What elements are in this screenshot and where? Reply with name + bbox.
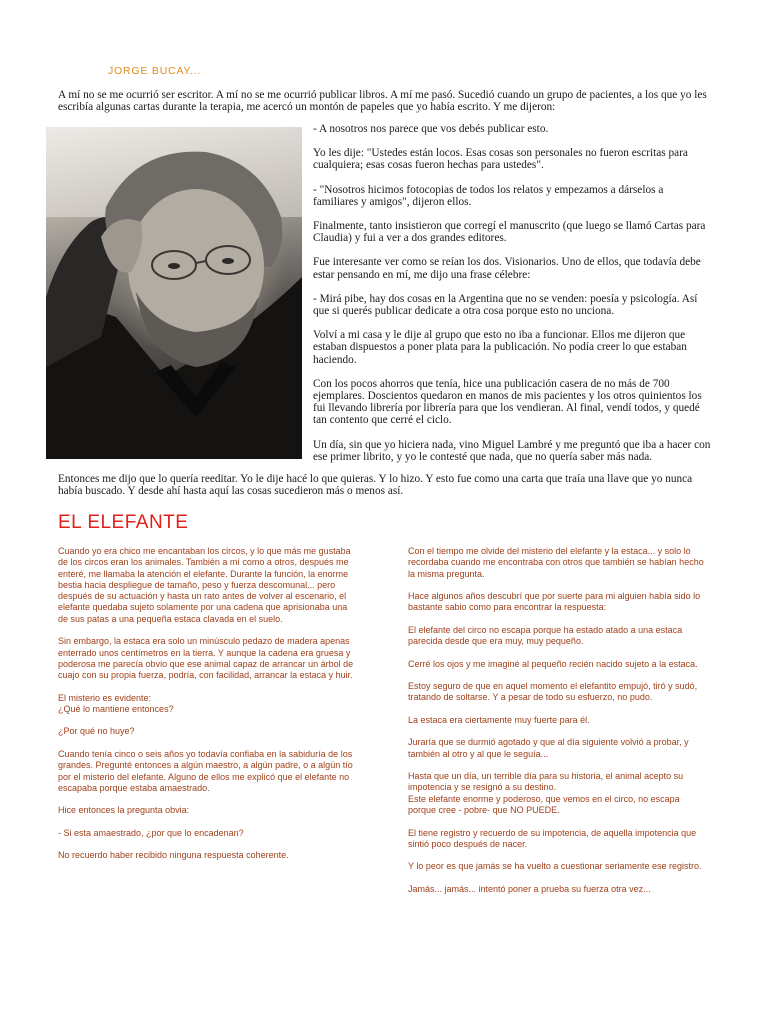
story-paragraph: ¿Por qué no huye? <box>58 726 135 737</box>
intro-story-paragraph: Finalmente, tanto insistieron que corregí el manuscrito (que luego se llamó Cartas para Claudia) y fui a ver a dos grandes editores. <box>313 220 706 245</box>
intro-story-paragraph: Un día, sin que yo hiciera nada, vino Miguel Lambré y me preguntó que iba a hacer con ese primer librito, y yo le contesté que nada, que no quería saber más nada. <box>313 438 711 463</box>
story-paragraph: No recuerdo haber recibido ninguna respuesta coherente. <box>58 850 289 861</box>
story-paragraph: El elefante del circo no escapa porque ha estado atado a una estaca parecida desde que era muy, muy pequeño. <box>408 624 683 647</box>
story-title: EL ELEFANTE <box>58 512 189 533</box>
story-paragraph: Jamás... jamás... intentó poner a prueba su fuerza otra vez... <box>408 883 651 894</box>
story-paragraph: Estoy seguro de que en aquel momento el elefantito empujó, tiró y sudó, tratando de soltarse. Y a pesar de todo su esfuerzo, no pudo. <box>408 681 698 703</box>
intro-story-paragraph: - A nosotros nos parece que vos debés publicar esto. <box>313 123 549 135</box>
intro-story-paragraph: - "Nosotros hicimos fotocopias de todos los relatos y empezamos a dárselos a familiares y amigos", dijeron ellos. <box>313 183 664 208</box>
story-column-left <box>58 546 358 873</box>
story-paragraph: Juraría que se durmió agotado y que al día siguiente volvió a probar, y también al otro y al que le seguía... <box>408 737 689 759</box>
story-paragraph: Hace algunos años descubrí que por suerte para mi alguien había sido lo bastante sabio como para encontrar la respuesta: <box>408 591 701 613</box>
story-paragraph: Cuando tenía cinco o seis años yo todavía confiaba en la sabiduría de los grandes. Pregunté entonces a algún maestro, a algún padre, o a algún tío por el misterio del elefante. Alguno de ellos me explicó que el elefante no escapaba porque estaba amaestrado. <box>58 748 353 793</box>
intro-story-paragraph: Fue interesante ver como se reían los dos. Visionarios. Uno de ellos, que todavía debe estar pensando en mí, me dijo una frase célebre: <box>313 256 701 281</box>
author-name: JORGE BUCAY... <box>108 65 202 77</box>
story-paragraph: Con el tiempo me olvide del misterio del elefante y la estaca... y solo lo recordaba cuando me encontraba con otros que también se habían hecho la misma pregunta. <box>408 546 704 579</box>
story-paragraph: Hice entonces la pregunta obvia: <box>58 805 190 816</box>
story-paragraph: El tiene registro y recuerdo de su impotencia, de aquella impotencia que sintió poco después de nacer. <box>408 827 697 849</box>
portrait-illustration <box>46 127 302 459</box>
story-paragraph: Sin embargo, la estaca era solo un minúsculo pedazo de madera apenas enterrado unos centímetros en la tierra. Y aunque la cadena era gruesa y poderosa me parecía obvio que ese animal capaz de arrancar un árbol de cuajo con su propia fuerza, podría, con facilidad, arrancar la estaca y huir. <box>58 636 354 681</box>
intro-story-column <box>313 123 711 475</box>
intro-paragraph: A mí no se me ocurrió ser escritor. A mí no se me ocurrió publicar libros. A mí me pasó. Sucedió cuando un grupo de pacientes, a los que yo les escribía algunas cartas durante la terapia, me acercó un montón de papeles que yo había escrito. Y me dijeron: <box>58 89 707 114</box>
intro-story-paragraph: Yo les dije: "Ustedes están locos. Esas cosas son personales no fueron escritas para cualquiera; esas cosas fueron hechas para ustedes". <box>313 147 688 172</box>
story-paragraph: Y lo peor es que jamás se ha vuelto a cuestionar seriamente ese registro. <box>408 861 702 872</box>
intro-story-paragraph: - Mirá pibe, hay dos cosas en la Argentina que no se venden: poesía y psicología. Así que si querés publicar dedicate a otra cosa porque esto no unciona. <box>313 292 698 318</box>
intro-story-paragraph: Con los pocos ahorros que tenía, hice una publicación casera de no más de 700 ejemplares. Doscientos quedaron en manos de mis pacientes y los otros quinientos los fui llevando librería por librería para que los vendieran. Al final, vendí todos, y quedé tan contento que cerré el ciclo. <box>313 377 702 427</box>
story-paragraph: Cerré los ojos y me imaginé al pequeño recién nacido sujeto a la estaca. <box>408 658 698 669</box>
story-paragraph: Cuando yo era chico me encantaban los circos, y lo que más me gustaba de los circos eran los animales. También a mí como a otros, después me enteré, me llamaba la atención el elefante. Durante la función, la enorme bestia hacia despliegue de tamaño, peso y fuerza descomunal... pero después de su actuación y hasta un rato antes de volver al escenario, el elefante quedaba sujeto solamente por una cadena que aprisionaba una de sus patas a una pequeña estaca clavada en el suelo. <box>58 546 351 624</box>
story-paragraph: El misterio es evidente: ¿Qué lo mantiene entonces? <box>58 692 174 714</box>
author-photo <box>46 127 302 459</box>
story-paragraph: La estaca era ciertamente muy fuerte para él. <box>408 714 590 725</box>
story-column-right <box>408 546 710 906</box>
intro-story-paragraph: Volví a mi casa y le dije al grupo que esto no iba a funcionar. Ellos me dijeron que estaban dispuestos a poner plata para la publicación. No podía creer lo que estaban haciendo. <box>313 329 687 366</box>
story-paragraph: Hasta que un día, un terrible día para su historia, el animal acepto su impotencia y se resignó a su destino. Este elefante enorme y poderoso, que vemos en el circo, no escapa porque cree - pobre- que NO PUEDE. <box>408 771 684 816</box>
story-paragraph: - Si esta amaestrado, ¿por que lo encadenan? <box>58 827 244 838</box>
outro-paragraph: Entonces me dijo que lo quería reeditar. Yo le dije hacé lo que quieras. Y lo hizo. Y esto fue como una carta que traía una llave que yo nunca había buscado. Y desde ahí hasta aquí las cosas sucedieron más o menos así. <box>58 473 693 498</box>
